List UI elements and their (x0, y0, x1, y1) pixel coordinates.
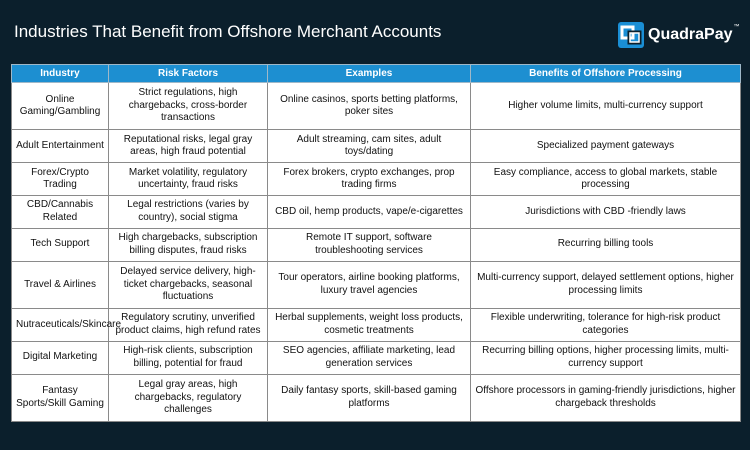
industry-cell: Online Gaming/Gambling (12, 83, 109, 130)
page-title: Industries That Benefit from Offshore Merchant Accounts (14, 22, 442, 41)
column-header-industry: Industry (12, 65, 109, 83)
logo-trademark: ™ (733, 24, 740, 30)
risk-cell: Strict regulations, high chargebacks, cross-border transactions (109, 83, 268, 130)
examples-cell: Herbal supplements, weight loss products, cosmetic treatments (268, 308, 471, 341)
benefits-cell: Recurring billing tools (471, 228, 741, 261)
examples-cell: CBD oil, hemp products, vape/e-cigarettes (268, 195, 471, 228)
table-row (12, 261, 741, 308)
industry-cell: Adult Entertainment (12, 130, 109, 163)
risk-cell: Legal restrictions (varies by country), social stigma (109, 195, 268, 228)
table-row (12, 308, 741, 341)
risk-cell: High chargebacks, subscription billing disputes, fraud risks (109, 228, 268, 261)
industry-cell: Tech Support (12, 228, 109, 261)
column-header-examples: Examples (268, 65, 471, 83)
industries-table (11, 64, 741, 422)
examples-cell: Daily fantasy sports, skill-based gaming platforms (268, 374, 471, 421)
industry-cell: Nutraceuticals/Skincare (12, 308, 109, 341)
risk-cell: Regulatory scrutiny, unverified product claims, high refund rates (109, 308, 268, 341)
risk-cell: Legal gray areas, high chargebacks, regulatory challenges (109, 374, 268, 421)
table-row (12, 341, 741, 374)
examples-cell: SEO agencies, affiliate marketing, lead generation services (268, 341, 471, 374)
table-row (12, 374, 741, 421)
benefits-cell: Jurisdictions with CBD -friendly laws (471, 195, 741, 228)
header-bar (0, 0, 750, 62)
industry-cell: CBD/Cannabis Related (12, 195, 109, 228)
table-row (12, 83, 741, 130)
benefits-cell: Multi-currency support, delayed settlement options, higher processing limits (471, 261, 741, 308)
footer-bar (0, 428, 750, 450)
risk-cell: High-risk clients, subscription billing, potential for fraud (109, 341, 268, 374)
benefits-cell: Specialized payment gateways (471, 130, 741, 163)
benefits-cell: Offshore processors in gaming-friendly jurisdictions, higher chargeback thresholds (471, 374, 741, 421)
table-row (12, 163, 741, 196)
examples-cell: Tour operators, airline booking platforms, luxury travel agencies (268, 261, 471, 308)
logo-text: QuadraPay (648, 26, 733, 43)
table-row (12, 195, 741, 228)
examples-cell: Forex brokers, crypto exchanges, prop trading firms (268, 163, 471, 196)
examples-cell: Online casinos, sports betting platforms, poker sites (268, 83, 471, 130)
quadrapay-logo-icon (618, 22, 644, 48)
column-header-risk-factors: Risk Factors (109, 65, 268, 83)
benefits-cell: Higher volume limits, multi-currency support (471, 83, 741, 130)
brand-logo (618, 20, 739, 50)
risk-cell: Market volatility, regulatory uncertainty, fraud risks (109, 163, 268, 196)
table-row (12, 130, 741, 163)
benefits-cell: Recurring billing options, higher processing limits, multi-currency support (471, 341, 741, 374)
industry-cell: Digital Marketing (12, 341, 109, 374)
column-header-benefits: Benefits of Offshore Processing (471, 65, 741, 83)
examples-cell: Remote IT support, software troubleshooting services (268, 228, 471, 261)
benefits-cell: Flexible underwriting, tolerance for high-risk product categories (471, 308, 741, 341)
industry-cell: Forex/Crypto Trading (12, 163, 109, 196)
examples-cell: Adult streaming, cam sites, adult toys/dating (268, 130, 471, 163)
table-header-row (12, 65, 741, 83)
benefits-cell: Easy compliance, access to global markets, stable processing (471, 163, 741, 196)
risk-cell: Delayed service delivery, high-ticket chargebacks, seasonal fluctuations (109, 261, 268, 308)
table-row (12, 228, 741, 261)
industry-cell: Fantasy Sports/Skill Gaming (12, 374, 109, 421)
industries-table-container (11, 64, 740, 422)
industry-cell: Travel & Airlines (12, 261, 109, 308)
risk-cell: Reputational risks, legal gray areas, high fraud potential (109, 130, 268, 163)
